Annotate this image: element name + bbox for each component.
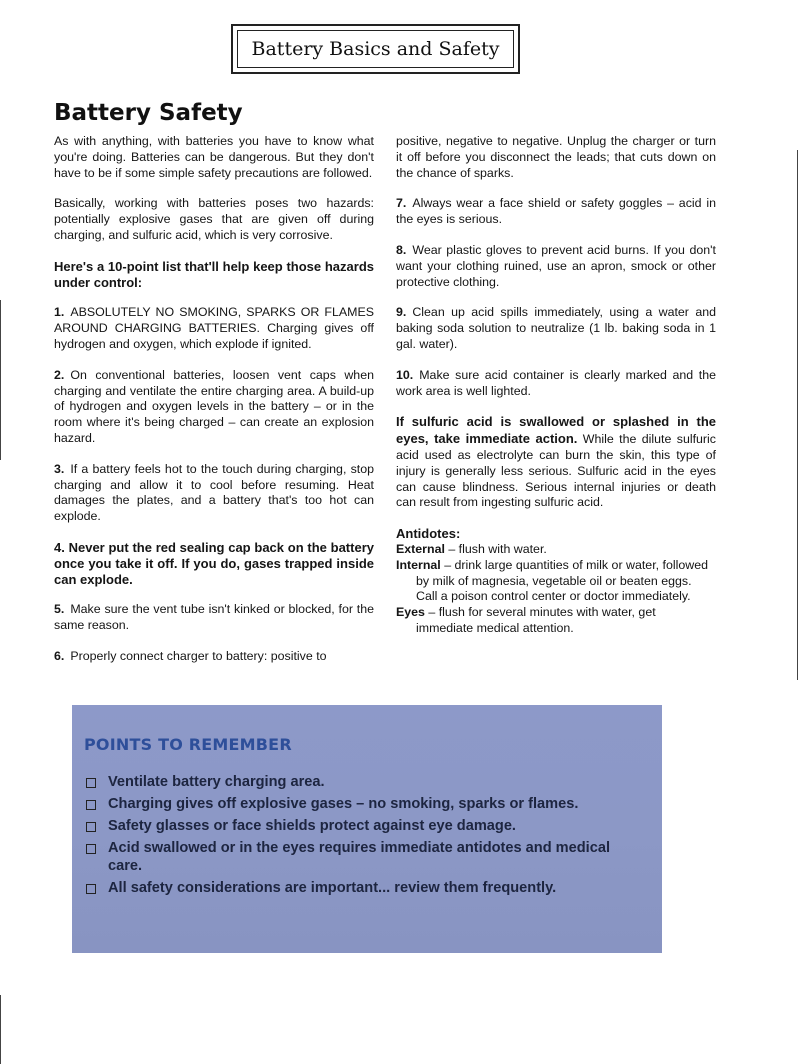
antidote-text: – flush with water.	[444, 541, 547, 556]
item-text: Make sure acid container is clearly marked and the work area is well lighted.	[396, 367, 716, 398]
list-item-6	[54, 649, 374, 665]
item-text: On conventional batteries, loosen vent caps when charging and ventilate the entire charging area. A build-up of hydrogen and oxygen levels in the battery – or in the room where it's being charged – can create an explosion hazard.	[54, 367, 374, 445]
antidote-text: – drink large quantities of milk or water, followed by milk of magnesia, vegetable oil or beaten eggs. Call a poison control center or doctor immediately.	[416, 557, 708, 604]
list-item-8	[396, 243, 716, 290]
header-box	[231, 24, 520, 74]
panel-item	[84, 879, 644, 897]
list-item-2	[54, 368, 374, 447]
item-number: 1.	[54, 305, 65, 320]
scan-edge-line	[797, 150, 798, 680]
section-title: Battery Safety	[54, 100, 243, 126]
item-number: 8.	[396, 242, 407, 257]
item-text: Make sure the vent tube isn't kinked or blocked, for the same reason.	[54, 602, 374, 633]
list-item-9	[396, 305, 716, 352]
panel-list	[84, 773, 644, 901]
intro-paragraph: As with anything, with batteries you have to know what you're doing. Batteries can be dangerous. But they don't have to be if some simple safety precautions are followed.	[54, 134, 374, 180]
antidote-label: External	[396, 541, 445, 556]
antidote-text: – flush for several minutes with water, get immediate medical attention.	[416, 605, 656, 635]
antidote-internal	[396, 558, 716, 605]
panel-item	[84, 773, 644, 791]
antidotes-heading: Antidotes:	[396, 526, 461, 542]
item-text: Wear plastic gloves to prevent acid burns. If you don't want your clothing ruined, use an apron, smock or other protective clothing.	[396, 242, 716, 289]
antidote-label: Eyes	[396, 605, 425, 620]
item-number: 6.	[54, 648, 65, 663]
checkbox-square-icon	[86, 884, 96, 894]
hazards-paragraph: Basically, working with batteries poses two hazards: potentially explosive gases that are given off during charging, and sulfuric acid, which is very corrosive.	[54, 196, 374, 242]
item-number: 9.	[396, 305, 407, 320]
warning-paragraph	[396, 414, 716, 511]
warning-text: While the dilute sulfuric acid used as electrolyte can burn the skin, this type of injury is generally less serious. Sulfuric acid in the eyes can cause blindness. Serious internal injuries or death can result from ingesting sulfuric acid.	[396, 432, 716, 510]
item-text: Clean up acid spills immediately, using a water and baking soda solution to neutralize (1 lb. baking soda in 1 gal. water).	[396, 305, 716, 351]
antidote-label: Internal	[396, 557, 441, 572]
item-number: 3.	[54, 461, 65, 476]
item-text: ABSOLUTELY NO SMOKING, SPARKS OR FLAMES AROUND CHARGING BATTERIES. Charging gives off hydrogen and oxygen, which explode if ignited.	[54, 305, 374, 351]
panel-item-text: Charging gives off explosive gases – no smoking, sparks or flames.	[108, 796, 579, 812]
list-item-1	[54, 305, 374, 352]
item-number: 5.	[54, 602, 65, 617]
antidote-external	[396, 542, 716, 558]
points-to-remember-panel	[72, 705, 662, 953]
panel-item	[84, 839, 644, 875]
scan-edge-line	[0, 995, 1, 1064]
list-item-7	[396, 196, 716, 228]
panel-item-text: Safety glasses or face shields protect against eye damage.	[108, 818, 516, 834]
list-item-6-continued: positive, negative to negative. Unplug the charger or turn it off before you disconnect the leads; that cuts down on the chance of sparks.	[396, 134, 716, 180]
panel-item-text: Acid swallowed or in the eyes requires immediate antidotes and medical care.	[108, 840, 611, 874]
list-item-3	[54, 462, 374, 525]
checkbox-square-icon	[86, 822, 96, 832]
item-number: 2.	[54, 367, 65, 382]
panel-item-text: All safety considerations are important... review them frequently.	[108, 880, 557, 896]
item-number: 7.	[396, 196, 407, 211]
list-heading: Here's a 10-point list that'll help keep those hazards under control:	[54, 258, 374, 290]
checkbox-square-icon	[86, 778, 96, 788]
item-text: Always wear a face shield or safety goggles – acid in the eyes is serious.	[396, 196, 716, 227]
item-number: 10.	[396, 367, 414, 382]
checkbox-square-icon	[86, 844, 96, 854]
item-text: Properly connect charger to battery: positive to	[70, 648, 327, 663]
panel-item	[84, 795, 644, 813]
warning-bold: If sulfuric acid is swallowed or splashed in the eyes, take immediate action.	[396, 414, 716, 447]
right-column	[396, 134, 716, 637]
list-item-4: 4. Never put the red sealing cap back on the battery once you take it off. If you do, gases trapped inside can explode.	[54, 539, 374, 587]
item-text: If a battery feels hot to the touch during charging, stop charging and allow it to cool before resuming. Heat damages the plates, and a battery that's too hot can explode.	[54, 461, 374, 524]
panel-title: POINTS TO REMEMBER	[84, 735, 292, 754]
left-column	[54, 134, 374, 665]
list-item-5	[54, 602, 374, 634]
checkbox-square-icon	[86, 800, 96, 810]
panel-item-text: Ventilate battery charging area.	[108, 774, 325, 790]
scan-edge-line	[0, 300, 1, 460]
header-title: Battery Basics and Safety	[237, 30, 514, 68]
list-item-10	[396, 368, 716, 400]
antidote-eyes	[396, 605, 716, 637]
panel-item	[84, 817, 644, 835]
